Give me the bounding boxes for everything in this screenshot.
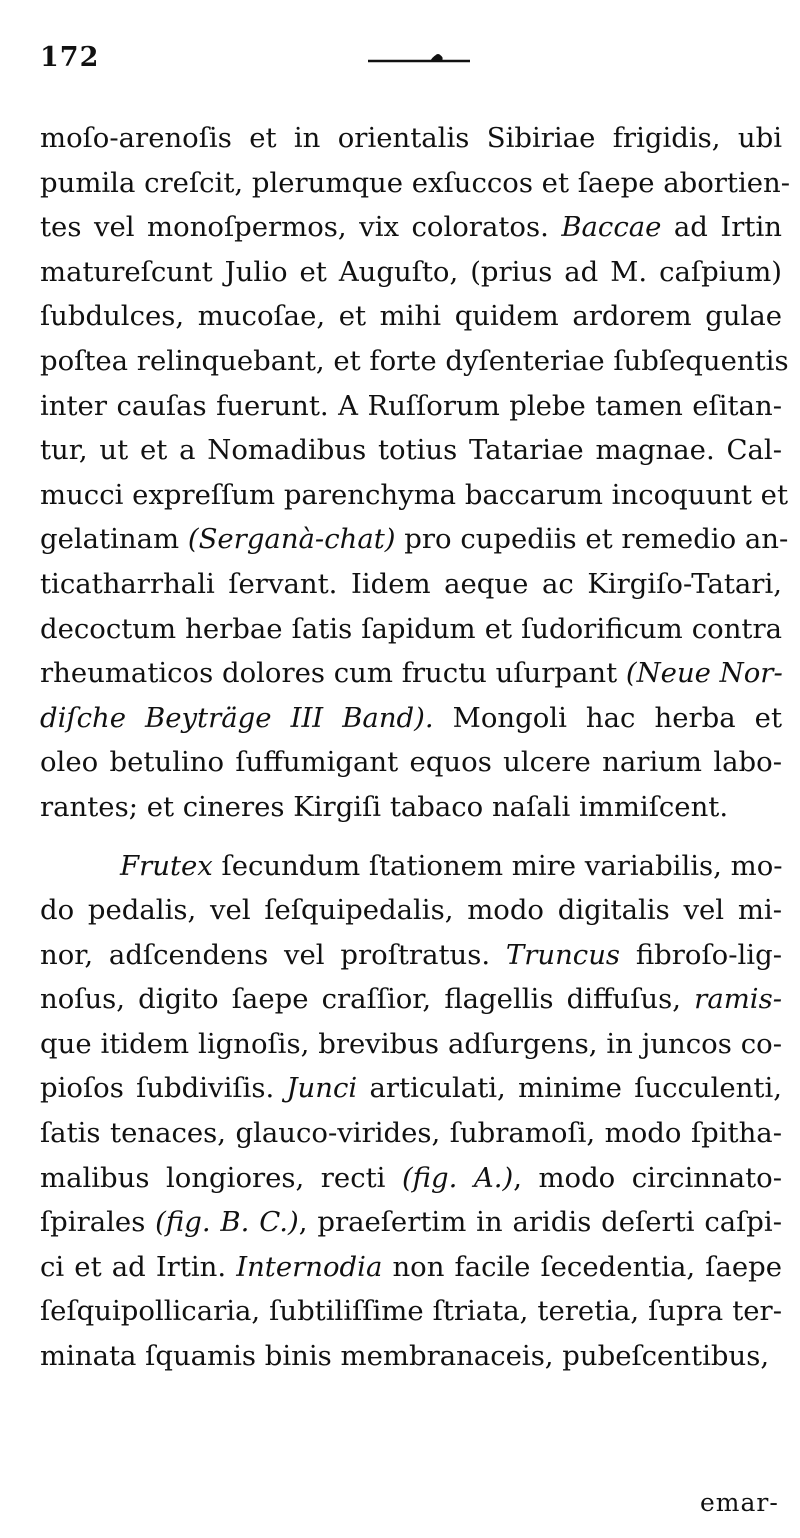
- body-text: [40, 116, 791, 1379]
- text-segment: , praeſertim in aridis deſerti caſpi-: [298, 1206, 782, 1239]
- text-line: [40, 933, 782, 978]
- paragraph-2: [40, 844, 782, 1379]
- text-line: [40, 651, 782, 696]
- italic-term: (Serganà-chat): [187, 523, 396, 556]
- text-line: ſatis tenaces, glauco-virides, ſubramoſi, modo ſpitha-: [40, 1117, 782, 1150]
- paragraph-gap: [40, 830, 782, 844]
- italic-term: Baccae: [561, 211, 662, 244]
- italic-term: Internodia: [236, 1250, 383, 1283]
- text-line: que itidem lignoſis, brevibus adſurgens, in juncos co-: [40, 1027, 782, 1060]
- text-segment: ad Irtin: [661, 211, 782, 244]
- text-line: poſtea relinquebant, et forte dyſenteriae ſubſequentis: [40, 344, 789, 377]
- text-line: [40, 1245, 782, 1290]
- text-line: [40, 517, 789, 562]
- text-line: tur, ut et a Nomadibus totius Tatariae magnae. Cal-: [40, 434, 782, 467]
- text-line: [40, 1066, 782, 1111]
- text-line: moſo-arenoſis et in orientalis Sibiriae frigidis, ubi: [40, 122, 782, 154]
- text-line: [40, 977, 782, 1022]
- text-line: inter cauſas fuerunt. A Ruſſorum plebe tamen eſitan-: [40, 389, 782, 422]
- text-line: [40, 696, 782, 741]
- paragraph-1: [40, 116, 791, 830]
- italic-term: diſche Beyträge III Band).: [40, 701, 434, 734]
- text-line: mucci expreſſum parenchyma baccarum incoquunt et: [40, 478, 789, 511]
- text-line: minata ſquamis binis membranaceis, pubeſcentibus,: [40, 1340, 770, 1373]
- italic-term: ramis-: [694, 983, 782, 1016]
- text-segment: pro cupediis et remedio an-: [395, 523, 789, 556]
- text-line: ſubdulces, mucoſae, et mihi quidem ardorem gulae: [40, 300, 782, 333]
- text-segment: pioſos ſubdiviſis.: [40, 1072, 287, 1105]
- text-segment: gelatinam: [40, 523, 188, 556]
- italic-term: Frutex: [120, 849, 213, 882]
- text-segment: fibroſo-lig-: [620, 938, 782, 971]
- text-line: decoctum herbae ſatis ſapidum et ſudorificum contra: [40, 612, 782, 645]
- catchword: emar-: [700, 1488, 779, 1517]
- text-line: do pedalis, vel ſeſquipedalis, modo digitalis vel mi-: [40, 894, 782, 927]
- italic-term: Truncus: [505, 938, 621, 971]
- text-line: ſeſquipollicaria, ſubtiliſſime ſtriata, teretia, ſupra ter-: [40, 1295, 782, 1328]
- text-segment: articulati, minime ſucculenti,: [357, 1072, 782, 1105]
- page-number: 172: [40, 42, 100, 73]
- text-segment: non facile ſecedentia, ſaepe: [382, 1250, 782, 1283]
- text-line: [40, 205, 782, 250]
- italic-term: (fig. B. C.): [155, 1206, 299, 1239]
- rule-with-fleuron-icon: [368, 52, 470, 66]
- text-line: rantes; et cineres Kirgiſi tabaco naſali immiſcent.: [40, 790, 729, 823]
- text-segment: tes vel monoſpermos, vix coloratos.: [40, 211, 562, 244]
- text-line: pumila creſcit, plerumque exſuccos et ſaepe abortien-: [40, 166, 791, 199]
- text-line: [40, 1156, 782, 1201]
- text-segment: ſpirales: [40, 1206, 156, 1239]
- text-segment: ſecundum ſtationem mire variabilis, mo-: [212, 849, 783, 882]
- text-segment: ci et ad Irtin.: [40, 1250, 237, 1283]
- text-line: oleo betulino ſuffumigant equos ulcere narium labo-: [40, 746, 782, 779]
- text-line: [40, 1200, 782, 1245]
- text-line: matureſcunt Julio et Auguſto, (prius ad M. caſpium): [40, 255, 782, 288]
- text-segment: noſus, digito ſaepe craſſior, flagellis diffuſus,: [40, 983, 695, 1016]
- text-segment: , modo circinnato-: [513, 1161, 782, 1194]
- text-segment: Mongoli hac herba et: [433, 701, 783, 734]
- italic-term: Junci: [286, 1072, 358, 1105]
- text-segment: rheumaticos dolores cum fructu uſurpant: [40, 657, 626, 690]
- text-line: [40, 844, 782, 889]
- italic-term: (Neue Nor-: [625, 657, 783, 690]
- italic-term: (fig. A.): [401, 1161, 514, 1194]
- text-line: ticatharrhali ſervant. Iidem aeque ac Kirgiſo-Tatari,: [40, 567, 782, 600]
- text-segment: malibus longiores, recti: [40, 1161, 402, 1194]
- text-segment: nor, adſcendens vel proſtratus.: [40, 938, 506, 971]
